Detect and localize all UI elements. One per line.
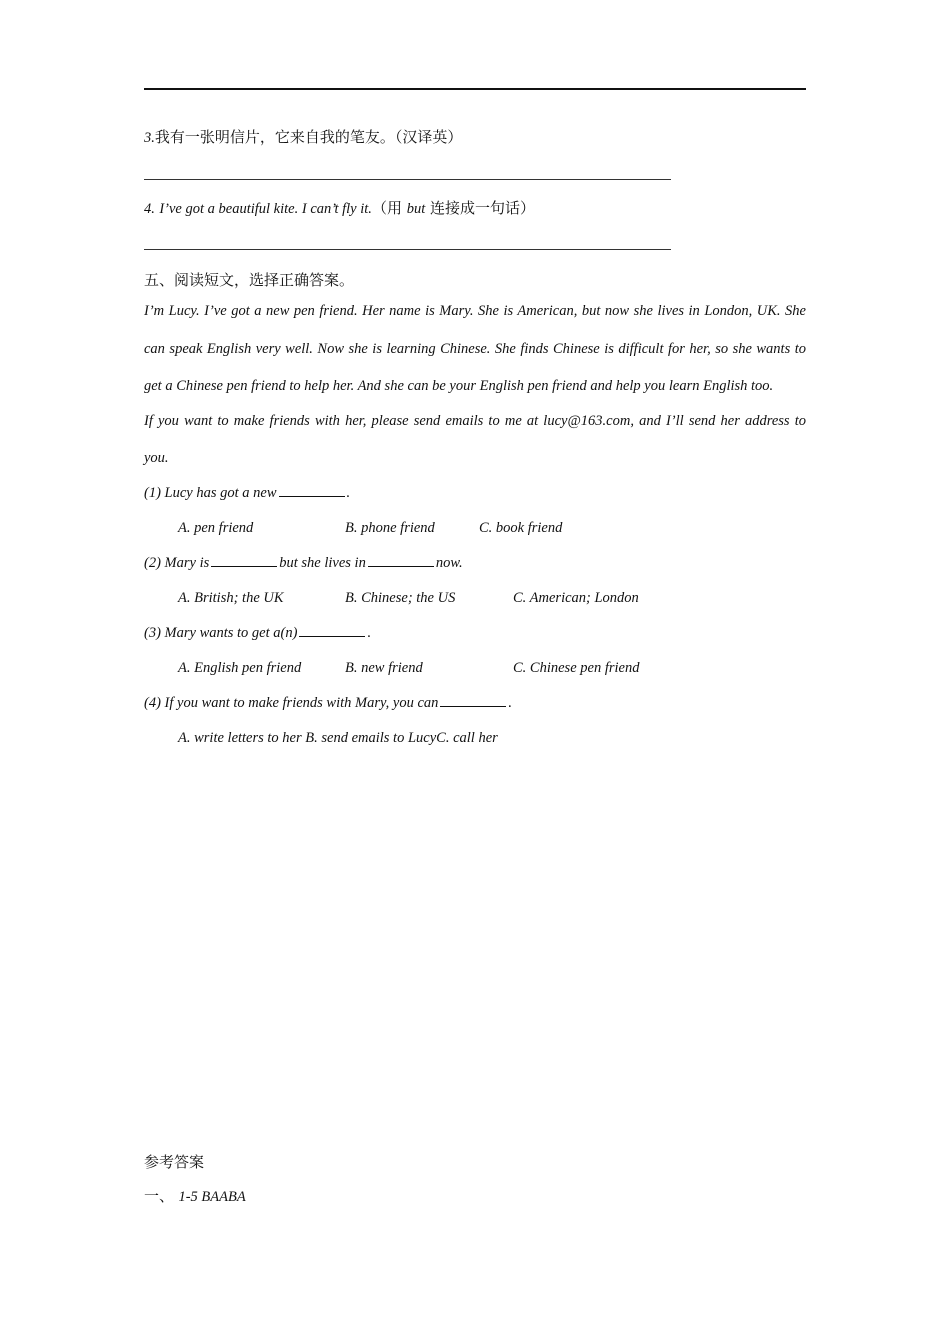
stem-text: . (367, 625, 372, 641)
passage-line: can speak English very well. Now she is learning Chinese. She finds Chinese is difficult for her, so she wants to (144, 341, 806, 357)
option-b[interactable]: B. new friend (345, 660, 423, 676)
answer-blank[interactable] (299, 635, 365, 637)
option-a[interactable]: A. English pen friend (178, 660, 302, 676)
header-rule (144, 88, 806, 90)
option-c[interactable]: C. book friend (479, 520, 563, 536)
answers-line-1 (144, 1185, 246, 1206)
answers-title: 参考答案 (144, 1153, 205, 1171)
section-5-title: 五、阅读短文，选择正确答案。 (144, 271, 355, 289)
stem-text: (4) If you want to make friends with Mary, you can (144, 695, 439, 711)
question-stem-2 (144, 555, 463, 572)
stem-text: . (346, 485, 351, 501)
question-4-text: I’ve got a beautiful kite. I can’t fly it. (159, 201, 372, 217)
answers-line-prefix: 一、 (144, 1187, 175, 1205)
option-c[interactable]: C. Chinese pen friend (513, 660, 640, 676)
option-b[interactable]: B. send emails to Lucy (305, 730, 437, 746)
stem-text: (3) Mary wants to get a(n) (144, 625, 298, 641)
stem-text: now. (435, 555, 463, 571)
question-stem-4 (144, 695, 512, 712)
answer-blank[interactable] (279, 495, 345, 497)
stem-text: . (508, 695, 513, 711)
question-4-instruction-word: but (406, 201, 426, 217)
question-4-number: 4. (144, 201, 155, 217)
passage-line: you. (144, 450, 169, 466)
option-a[interactable]: A. pen friend (178, 520, 254, 536)
question-4-instruction-post: 连接成一句话） (425, 199, 536, 217)
answer-blank[interactable] (211, 565, 277, 567)
question-stem-1 (144, 485, 350, 502)
option-c[interactable]: C. American; London (513, 590, 639, 606)
question-4 (144, 197, 535, 218)
answers-line-value: 1-5 BAABA (178, 1189, 246, 1205)
answer-blank[interactable] (368, 565, 434, 567)
question-4-instruction-pre: （用 (371, 199, 407, 217)
options-row-4 (178, 730, 498, 747)
question-3 (144, 126, 462, 147)
stem-text: (2) Mary is (144, 555, 210, 571)
option-c[interactable]: C. call her (436, 730, 498, 746)
answer-blank[interactable] (440, 705, 506, 707)
option-a[interactable]: A. British; the UK (178, 590, 284, 606)
answer-blank-4[interactable] (144, 249, 671, 250)
passage-line: I’m Lucy. I’ve got a new pen friend. Her name is Mary. She is American, but now she lives in London, UK. She (144, 303, 806, 319)
passage-line: If you want to make friends with her, please send emails to me at lucy@163.com, and I’ll send her address to (144, 413, 806, 429)
option-b[interactable]: B. phone friend (345, 520, 435, 536)
question-3-text: 我有一张明信片，它来自我的笔友。（汉译英） (154, 128, 463, 146)
stem-text: (1) Lucy has got a new (144, 485, 277, 501)
question-stem-3 (144, 625, 371, 642)
question-3-number: 3. (144, 130, 155, 146)
passage-line: get a Chinese pen friend to help her. And she can be your English pen friend and help you learn English too. (144, 378, 774, 394)
option-b[interactable]: B. Chinese; the US (345, 590, 456, 606)
stem-text: but she lives in (279, 555, 366, 571)
option-a[interactable]: A. write letters to her (178, 730, 302, 746)
answer-blank-3[interactable] (144, 179, 671, 180)
